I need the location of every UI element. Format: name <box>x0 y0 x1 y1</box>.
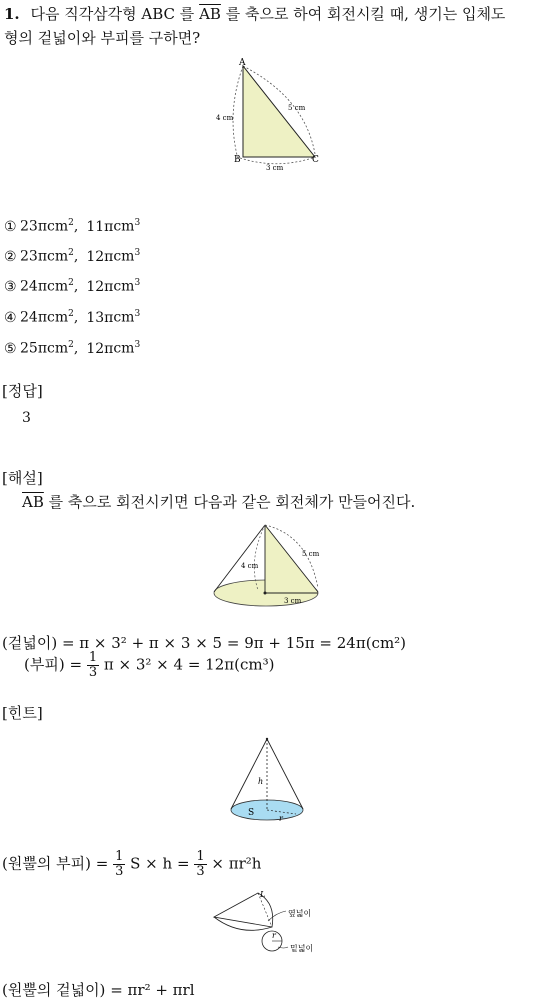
cone-l-label: 5 cm <box>302 550 320 558</box>
label-ab: 4 cm <box>216 114 234 122</box>
option-volume: 12π <box>86 340 114 357</box>
net-base-label: 밑넓이 <box>290 944 314 953</box>
option-separator: , <box>73 340 79 357</box>
option-separator: , <box>73 218 79 235</box>
volume-equation: π × 3² × 4 = 12π(cm³) <box>103 655 275 674</box>
cone-volume-fraction-2-numerator: 1 <box>196 849 205 864</box>
cone-r-label: 3 cm <box>284 597 302 605</box>
option-area-unit: cm <box>47 248 69 265</box>
option-area: 24π <box>20 309 48 326</box>
explanation-sentence: 를 축으로 회전시키면 다음과 같은 회전체가 만들어진다. <box>48 493 416 511</box>
question-number: 1. <box>4 5 20 23</box>
hint-r-label: r <box>279 814 283 823</box>
area-label: (겉넓이) <box>2 634 58 652</box>
option-volume: 11π <box>86 218 114 235</box>
option-separator: , <box>73 278 79 295</box>
cone-volume-end: × πr²h <box>211 854 262 873</box>
option-marker: ① <box>4 218 17 235</box>
explanation-area <box>2 632 406 653</box>
option-volume-exp: 3 <box>134 248 141 258</box>
label-b: B <box>234 155 241 165</box>
option-3[interactable] <box>4 278 140 295</box>
option-volume-unit: cm <box>113 340 135 357</box>
option-area: 23π <box>20 218 48 235</box>
cone-volume-fraction-1-numerator: 1 <box>115 849 124 864</box>
volume-pre: = <box>69 655 83 674</box>
option-area-exp: 2 <box>68 218 74 228</box>
volume-fraction <box>87 651 99 680</box>
option-volume-exp: 3 <box>134 309 141 319</box>
cone-volume-fraction-1 <box>113 850 125 879</box>
label-ac: 5 cm <box>288 104 306 112</box>
option-area-unit: cm <box>47 340 69 357</box>
option-volume-unit: cm <box>113 218 135 235</box>
option-area-unit: cm <box>47 218 69 235</box>
option-volume-unit: cm <box>113 248 135 265</box>
question-segment: $\overline{AB}$ <box>199 5 221 23</box>
option-volume: 13π <box>86 309 114 326</box>
cone-volume-label: (원뿔의 부피) <box>2 854 91 873</box>
option-area: 25π <box>20 340 48 357</box>
option-separator: , <box>73 309 79 326</box>
cone-area-label: (원뿔의 겉넓이) <box>2 981 106 999</box>
explanation-segment: $\overline{AB}$ <box>22 493 44 511</box>
question-text-before: 다음 직각삼각형 ABC 를 <box>30 5 195 23</box>
hint-h-label: h <box>258 777 264 786</box>
option-marker: ② <box>4 248 17 265</box>
label-c: C <box>312 155 319 165</box>
option-area: 24π <box>20 278 48 295</box>
option-volume: 12π <box>86 278 114 295</box>
question <box>4 2 532 50</box>
option-5[interactable] <box>4 340 140 357</box>
option-separator: , <box>73 248 79 265</box>
hint-header: [힌트] <box>2 704 43 722</box>
option-area-exp: 2 <box>68 248 74 258</box>
option-area-unit: cm <box>47 309 69 326</box>
cone-figure <box>208 520 328 610</box>
option-volume-unit: cm <box>113 278 135 295</box>
explanation-volume <box>24 651 274 680</box>
question-line-1 <box>4 2 532 26</box>
volume-label: (부피) <box>24 655 65 674</box>
explanation-text <box>22 491 415 512</box>
option-volume-exp: 3 <box>134 278 141 288</box>
option-marker: ⑤ <box>4 340 17 357</box>
cone-area-equation: = πr² + πrl <box>110 981 195 999</box>
option-area-unit: cm <box>47 278 69 295</box>
cone-net-figure <box>210 885 326 957</box>
option-area-exp: 2 <box>68 278 74 288</box>
label-a: A <box>239 58 246 68</box>
option-volume-exp: 3 <box>134 340 141 350</box>
option-2[interactable] <box>4 248 140 265</box>
option-volume-unit: cm <box>113 309 135 326</box>
question-text-after: 를 축으로 하여 회전시킬 때, 생기는 입체도 <box>225 5 506 23</box>
hint-cone-figure <box>226 734 310 826</box>
cone-volume-fraction-1-denominator: 3 <box>115 864 124 879</box>
area-equation: = π × 3² + π × 3 × 5 = 9π + 15π = 24π(cm²) <box>61 634 407 652</box>
option-1[interactable] <box>4 218 140 235</box>
cone-volume-fraction-2 <box>194 850 206 879</box>
net-l-label: L <box>260 890 266 899</box>
volume-fraction-denominator: 3 <box>88 665 98 680</box>
label-bc: 3 cm <box>266 164 284 172</box>
hint-cone-volume <box>2 850 261 879</box>
option-4[interactable] <box>4 309 140 326</box>
net-r-label: r <box>272 931 276 940</box>
volume-fraction-numerator: 1 <box>88 650 98 665</box>
triangle-figure <box>210 58 330 174</box>
cone-volume-eq1: = <box>95 854 109 873</box>
option-area-exp: 2 <box>68 340 74 350</box>
cone-h-label: 4 cm <box>241 562 259 570</box>
explanation-header: [해설] <box>2 469 43 487</box>
option-volume: 12π <box>86 248 114 265</box>
option-marker: ④ <box>4 309 17 326</box>
cone-volume-mid: S × h = <box>130 854 190 873</box>
cone-volume-fraction-2-denominator: 3 <box>196 864 205 879</box>
question-line-2: 형의 겉넓이와 부피를 구하면? <box>4 29 201 47</box>
hint-s-label: S <box>248 808 255 818</box>
answer-header: [정답] <box>2 382 43 400</box>
answer-value: 3 <box>22 410 31 426</box>
option-area-exp: 2 <box>68 309 74 319</box>
option-volume-exp: 3 <box>134 218 141 228</box>
option-marker: ③ <box>4 278 17 295</box>
option-area: 23π <box>20 248 48 265</box>
net-side-label: 옆넓이 <box>288 909 312 918</box>
